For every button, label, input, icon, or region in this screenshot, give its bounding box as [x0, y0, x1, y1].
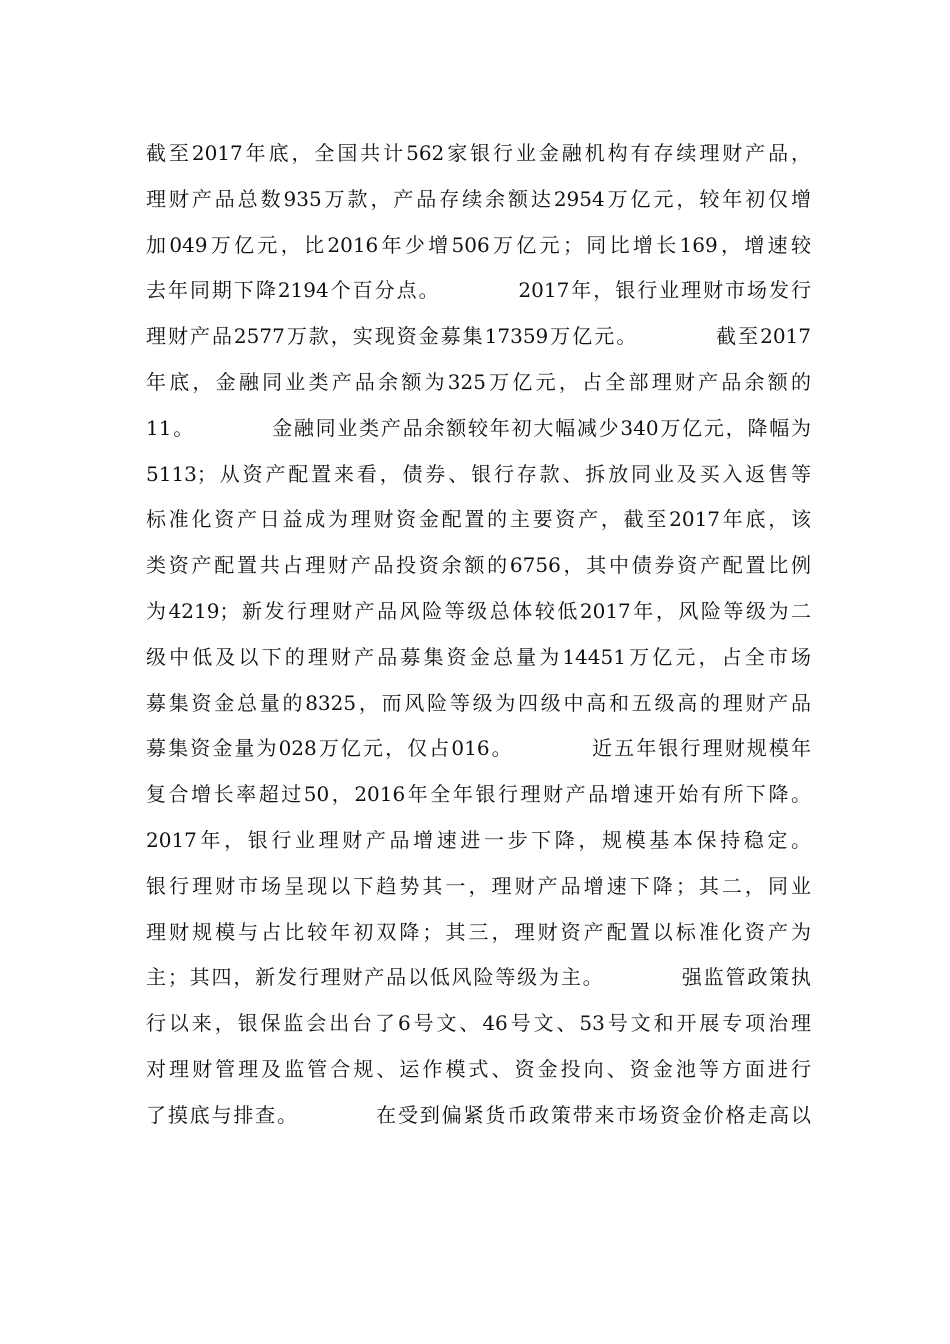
- text-line: 2017年，银行业理财产品增速进一步下降，规模基本保持稳定。: [146, 827, 811, 852]
- text-line: 了摸底与排查。 在受到偏紧货币政策带来市场资金价格走高以: [146, 1102, 811, 1127]
- text-line: 11。 金融同业类产品余额较年初大幅减少340万亿元，降幅为: [146, 415, 811, 440]
- text-line: 截至2017年底，全国共计562家银行业金融机构有存续理财产品，: [146, 141, 811, 165]
- text-line: 理财产品总数935万款，产品存续余额达2954万亿元，较年初仅增: [146, 186, 811, 211]
- text-line: 加049万亿元，比2016年少增506万亿元；同比增长169，增速较: [146, 232, 811, 257]
- text-line: 5113；从资产配置来看，债券、银行存款、拆放同业及买入返售等: [146, 461, 811, 486]
- text-line: 行以来，银保监会出台了6号文、46号文、53号文和开展专项治理: [146, 1011, 811, 1036]
- text-line: 级中低及以下的理财产品募集资金总量为14451万亿元，占全市场: [146, 644, 811, 669]
- text-line: 对理财管理及监管合规、运作模式、资金投向、资金池等方面进行: [146, 1056, 811, 1081]
- text-line: 主；其四，新发行理财产品以低风险等级为主。 强监管政策执: [146, 965, 811, 990]
- text-line: 募集资金总量的8325，而风险等级为四级中高和五级高的理财产品: [146, 690, 811, 715]
- text-line: 为4219；新发行理财产品风险等级总体较低2017年，风险等级为二: [146, 598, 811, 623]
- text-line: 复合增长率超过50，2016年全年银行理财产品增速开始有所下降。: [146, 782, 811, 807]
- text-line: 募集资金量为028万亿元，仅占016。 近五年银行理财规模年: [146, 736, 811, 761]
- text-line: 类资产配置共占理财产品投资余额的6756，其中债券资产配置比例: [146, 553, 811, 578]
- text-line: 银行理财市场呈现以下趋势其一，理财产品增速下降；其二，同业: [146, 873, 811, 898]
- text-line: 标准化资产日益成为理财资金配置的主要资产，截至2017年底，该: [146, 507, 811, 532]
- text-line: 年底，金融同业类产品余额为325万亿元，占全部理财产品余额的: [146, 369, 811, 394]
- text-line: 理财产品2577万款，实现资金募集17359万亿元。 截至2017: [146, 324, 811, 349]
- body-text: [146, 131, 811, 1139]
- text-line: 理财规模与占比较年初双降；其三，理财资产配置以标准化资产为: [146, 919, 811, 944]
- text-line: 去年同期下降2194个百分点。 2017年，银行业理财市场发行: [146, 278, 811, 303]
